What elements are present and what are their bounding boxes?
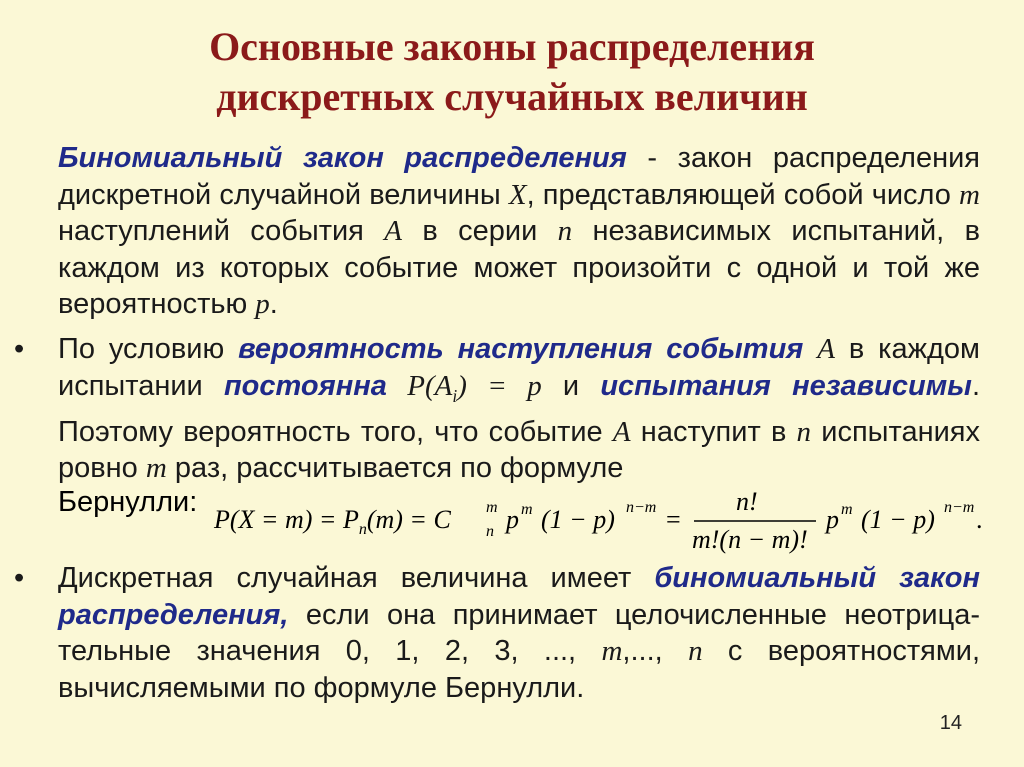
formula-c-sup: m — [486, 499, 498, 516]
formula-label: Бернулли: — [58, 486, 198, 518]
text: в серии — [401, 215, 558, 247]
formula-numerator: n! — [736, 488, 758, 516]
formula-c-sub: n — [486, 523, 494, 540]
var-n: n — [796, 415, 812, 448]
text: наступит в — [630, 415, 797, 448]
text: с вероятностями, вычисляемыми по формуле Бернулли. — [58, 635, 981, 704]
term-binomial-law: Биномиальный закон распределения — [58, 142, 627, 174]
formula-p-sup: m — [521, 501, 533, 518]
term-independent-trials: испытания независимы — [600, 369, 972, 402]
term-constant: постоянна — [223, 369, 387, 402]
text: . — [269, 288, 278, 320]
bullet-marker: • — [14, 333, 25, 365]
var-p: p — [255, 288, 270, 320]
formula-paren: (1 − p) — [541, 505, 615, 534]
var-m: m — [145, 452, 167, 485]
var-n: n — [557, 215, 573, 247]
term-event-probability: вероятность наступления события — [238, 333, 804, 365]
text: По условию — [58, 333, 239, 365]
text: Дискретная случайная величина имеет — [58, 562, 655, 594]
text — [803, 333, 817, 365]
text: и — [541, 369, 601, 402]
var-m: m — [959, 178, 980, 211]
bernoulli-formula-row — [58, 486, 988, 552]
text: если она принимает целочисленные неотрица-тельные значения 0, 1, 2, 3, ..., — [58, 598, 980, 667]
var-n: n — [688, 635, 703, 667]
inline-formula-end: ) = p — [457, 369, 542, 402]
bernoulli-formula — [208, 488, 988, 554]
paragraph-definition — [58, 140, 980, 323]
text: независимых испытаний, в каждом из которых событие может произойти с одной и той же вероятностью — [58, 215, 980, 320]
text: , представляющей собой число — [526, 178, 960, 211]
bullet-marker: • — [14, 562, 25, 594]
formula-tail-p: p — [826, 505, 839, 534]
inline-formula-sub: i — [452, 385, 458, 406]
formula-tail-p-sup: m — [841, 501, 853, 518]
text: испытаниях ровно — [58, 415, 980, 485]
paragraph-conditions — [58, 331, 980, 487]
slide-title — [0, 22, 1024, 122]
text: . Поэтому вероятность того, что событие — [58, 369, 980, 448]
text: ,..., — [622, 635, 689, 667]
formula-equals: = — [666, 505, 681, 534]
formula-tail-paren-sup: n−m — [944, 499, 975, 516]
page-number: 14 — [939, 712, 962, 734]
title-line-2: дискретных случайных величин — [216, 74, 808, 119]
paragraph-summary — [58, 560, 980, 706]
text: наступлений события — [58, 215, 385, 247]
formula-p: p — [506, 505, 519, 534]
inline-formula: P(A — [386, 369, 453, 402]
formula-paren-sup: n−m — [626, 499, 657, 516]
var-x: X — [508, 178, 527, 211]
var-a: A — [817, 333, 835, 365]
text: в каждом испытании — [58, 333, 980, 402]
text: - закон распределения дискретной случайной величины — [58, 142, 980, 211]
var-m: m — [601, 635, 623, 667]
formula-lhs: $P(X = m) = P_n(m) = C$ — [214, 505, 451, 538]
text: раз, рассчитывается по формуле — [166, 452, 624, 485]
var-a: A — [612, 415, 631, 448]
var-a: A — [384, 215, 402, 247]
formula-end: . — [976, 505, 983, 534]
title-line-1: Основные законы распределения — [209, 24, 815, 69]
formula-denominator: m!(n − m)! — [692, 525, 808, 554]
formula-tail-paren: (1 − p) — [861, 505, 935, 534]
term-binomial-law: биномиальный закон распределения, — [58, 562, 981, 631]
